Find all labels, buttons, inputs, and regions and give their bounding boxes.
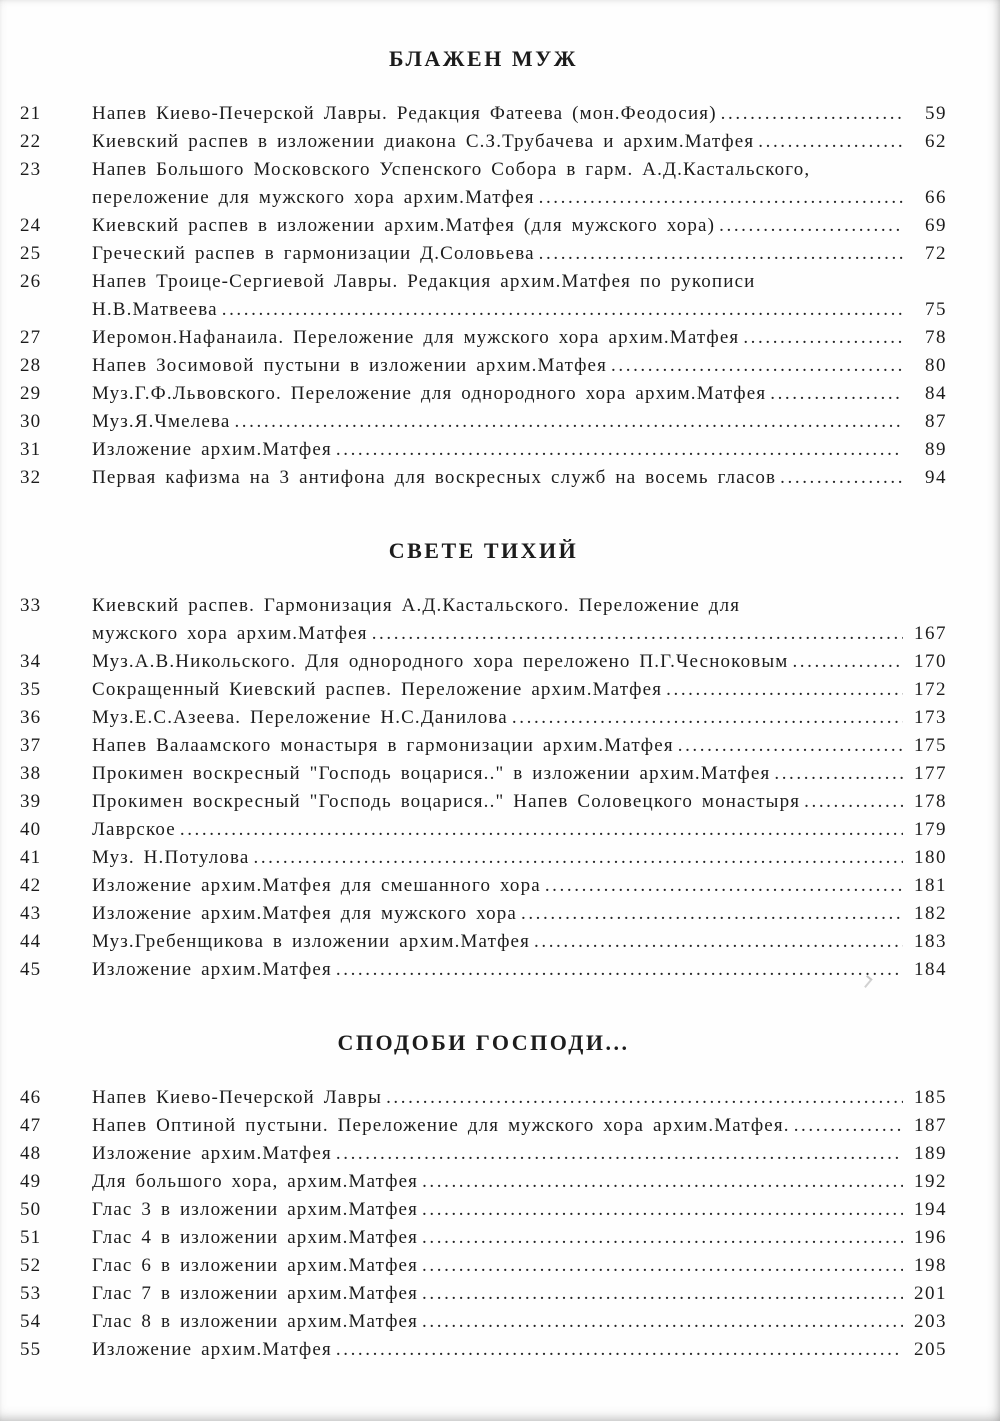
entry-number: 49: [20, 1171, 42, 1192]
toc-entry-line: [20, 760, 947, 788]
toc-entry-line: [20, 928, 947, 956]
entry-title: Изложение архим.Матфея: [92, 1339, 332, 1360]
dot-leader: [222, 296, 903, 324]
entry-number: 21: [20, 103, 42, 124]
entry-number: 32: [20, 467, 42, 488]
dot-leader: [422, 1168, 903, 1196]
entry-title: Лаврское: [92, 819, 176, 840]
toc-entry-line: [20, 844, 947, 872]
entry-page-number: 94: [925, 467, 947, 488]
dot-leader: [422, 1252, 903, 1280]
entry-page-number: 183: [914, 931, 947, 952]
entry-page-number: 201: [914, 1283, 947, 1304]
entry-title: Киевский распев в изложении архим.Матфея (для мужского хора): [92, 215, 716, 236]
toc-entry-line: [20, 704, 947, 732]
entry-page-number: 167: [914, 623, 947, 644]
dot-leader: [336, 1140, 903, 1168]
entry-page-number: 87: [925, 411, 947, 432]
entry-title: Изложение архим.Матфея: [92, 1143, 332, 1164]
entry-page-number: 69: [925, 215, 947, 236]
dot-leader: [234, 408, 903, 436]
entry-number: 38: [20, 763, 42, 784]
entry-page-number: 184: [914, 959, 947, 980]
toc-entry-line: [20, 268, 947, 296]
section-entries: [20, 1084, 947, 1364]
dot-leader: [521, 900, 903, 928]
dot-leader: [386, 1084, 903, 1112]
entry-title: Первая кафизма на 3 антифона для воскресных служб на восемь гласов: [92, 467, 777, 488]
toc-entry-line: [20, 872, 947, 900]
entry-title: Глас 7 в изложении архим.Матфея: [92, 1283, 419, 1304]
entry-number: 36: [20, 707, 42, 728]
entry-number: 24: [20, 215, 42, 236]
dot-leader: [721, 100, 903, 128]
dot-leader: [539, 240, 903, 268]
dot-leader: [539, 184, 903, 212]
toc-entry-line: [20, 100, 947, 128]
dot-leader: [422, 1280, 903, 1308]
entry-page-number: 172: [914, 679, 947, 700]
entry-title: Изложение архим.Матфея: [92, 439, 332, 460]
entry-title: Прокимен воскресный "Господь воцарися.." в изложении архим.Матфея: [92, 763, 771, 784]
toc-section: [20, 44, 947, 492]
entry-number: 33: [20, 595, 42, 616]
entry-title: Киевский распев. Гармонизация А.Д.Кастальского. Переложение для: [92, 595, 741, 616]
entry-number: 45: [20, 959, 42, 980]
entry-number: 50: [20, 1199, 42, 1220]
entry-page-number: 173: [914, 707, 947, 728]
entry-page-number: 182: [914, 903, 947, 924]
section-title: СПОДОБИ ГОСПОДИ...: [337, 1030, 630, 1055]
toc-entry-line: [20, 1280, 947, 1308]
dot-leader: [545, 872, 903, 900]
entry-title: Муз.Е.С.Азеева. Переложение Н.С.Данилова: [92, 707, 508, 728]
entry-page-number: 175: [914, 735, 947, 756]
dot-leader: [422, 1308, 903, 1336]
toc-entry-line: [20, 380, 947, 408]
entry-title: Муз. Н.Потулова: [92, 847, 250, 868]
toc-entry-line: [20, 212, 947, 240]
entry-title: Изложение архим.Матфея для смешанного хора: [92, 875, 541, 896]
entry-number: 28: [20, 355, 42, 376]
section-entries: [20, 100, 947, 492]
section-title: СВЕТЕ ТИХИЙ: [388, 538, 579, 563]
entry-title: Глас 4 в изложении архим.Матфея: [92, 1227, 419, 1248]
dot-leader: [534, 928, 903, 956]
entry-title: Сокращенный Киевский распев. Переложение архим.Матфея: [92, 679, 663, 700]
toc-entry-line: [20, 436, 947, 464]
entry-title: Муз.Я.Чмелева: [92, 411, 231, 432]
toc-entry-line: [20, 1336, 947, 1364]
toc-entry-line: [20, 676, 947, 704]
entry-page-number: 185: [914, 1087, 947, 1108]
toc-entry-line: [20, 592, 947, 620]
entry-number: 41: [20, 847, 42, 868]
toc-entry-line: [20, 296, 947, 324]
dot-leader: [422, 1196, 903, 1224]
entry-number: 42: [20, 875, 42, 896]
toc-entry-line: [20, 900, 947, 928]
dot-leader: [611, 352, 903, 380]
toc-entry-line: [20, 1084, 947, 1112]
toc-entry-line: [20, 1140, 947, 1168]
entry-title: Глас 8 в изложении архим.Матфея: [92, 1311, 419, 1332]
dot-leader: [336, 436, 903, 464]
toc-entry-line: [20, 156, 947, 184]
dot-leader: [666, 676, 903, 704]
dot-leader: [804, 788, 903, 816]
entry-page-number: 59: [925, 103, 947, 124]
entry-number: 27: [20, 327, 42, 348]
entry-page-number: 84: [925, 383, 947, 404]
entry-number: 22: [20, 131, 42, 152]
entry-title: Напев Большого Московского Успенского Собора в гарм. А.Д.Кастальского,: [92, 159, 811, 180]
entry-number: 39: [20, 791, 42, 812]
dot-leader: [794, 1112, 903, 1140]
entry-page-number: 205: [914, 1339, 947, 1360]
entry-title: Прокимен воскресный "Господь воцарися.." Напев Соловецкого монастыря: [92, 791, 801, 812]
entry-number: 44: [20, 931, 42, 952]
entry-title: Глас 3 в изложении архим.Матфея: [92, 1199, 419, 1220]
entry-page-number: 194: [914, 1199, 947, 1220]
dot-leader: [336, 956, 903, 984]
entry-number: 26: [20, 271, 42, 292]
dot-leader: [780, 464, 903, 492]
entry-title: Иеромон.Нафанаила. Переложение для мужского хора архим.Матфея: [92, 327, 740, 348]
entry-number: 47: [20, 1115, 42, 1136]
toc-entry-line: [20, 408, 947, 436]
entry-number: 43: [20, 903, 42, 924]
entry-title: Муз.Гребенщикова в изложении архим.Матфея: [92, 931, 530, 952]
entry-page-number: 178: [914, 791, 947, 812]
toc-entry-line: [20, 1112, 947, 1140]
entry-page-number: 78: [925, 327, 947, 348]
toc-section: [20, 1028, 947, 1364]
entry-number: 34: [20, 651, 42, 672]
dot-leader: [719, 212, 903, 240]
entry-page-number: 203: [914, 1311, 947, 1332]
toc-entry-line: [20, 1224, 947, 1252]
entry-page-number: 189: [914, 1143, 947, 1164]
dot-leader: [253, 844, 903, 872]
entry-page-number: 196: [914, 1227, 947, 1248]
entry-title: Напев Киево-Печерской Лавры. Редакция Фатеева (мон.Феодосия): [92, 103, 717, 124]
dot-leader: [774, 760, 903, 788]
toc-entry-line: [20, 1308, 947, 1336]
dot-leader: [792, 648, 903, 676]
entry-number: 40: [20, 819, 42, 840]
entry-title: Для большого хора, архим.Матфея: [92, 1171, 419, 1192]
entry-title: Муз.Г.Ф.Львовского. Переложение для однородного хора архим.Матфея: [92, 383, 767, 404]
entry-page-number: 80: [925, 355, 947, 376]
entry-title: Напев Оптиной пустыни. Переложение для мужского хора архим.Матфея.: [92, 1115, 790, 1136]
entry-number: 30: [20, 411, 42, 432]
entry-page-number: 72: [925, 243, 947, 264]
entry-title: Напев Троице-Сергиевой Лавры. Редакция архим.Матфея по рукописи: [92, 271, 756, 292]
entry-title: Киевский распев в изложении диакона С.З.Трубачева и архим.Матфея: [92, 131, 755, 152]
entry-page-number: 66: [925, 187, 947, 208]
entry-number: 23: [20, 159, 42, 180]
toc-entry-line: [20, 816, 947, 844]
toc-entry-line: [20, 732, 947, 760]
entry-page-number: 198: [914, 1255, 947, 1276]
entry-title: Изложение архим.Матфея: [92, 959, 332, 980]
dot-leader: [372, 620, 903, 648]
toc-entry-line: [20, 956, 947, 984]
entry-page-number: 180: [914, 847, 947, 868]
dot-leader: [512, 704, 903, 732]
entry-number: 52: [20, 1255, 42, 1276]
entry-number: 53: [20, 1283, 42, 1304]
entry-number: 37: [20, 735, 42, 756]
toc-entry-line: [20, 128, 947, 156]
toc-entry-line: [20, 1196, 947, 1224]
toc-entry-line: [20, 464, 947, 492]
entry-page-number: 177: [914, 763, 947, 784]
entry-number: 46: [20, 1087, 42, 1108]
entry-title: Муз.А.В.Никольского. Для однородного хора переложено П.Г.Чесноковым: [92, 651, 789, 672]
toc-entry-line: [20, 620, 947, 648]
dot-leader: [770, 380, 903, 408]
toc-section: [20, 536, 947, 984]
section-title: БЛАЖЕН МУЖ: [389, 46, 578, 71]
entry-page-number: 75: [925, 299, 947, 320]
table-of-contents: [20, 44, 947, 1364]
dot-leader: [422, 1224, 903, 1252]
entry-page-number: 170: [914, 651, 947, 672]
entry-number: 55: [20, 1339, 42, 1360]
toc-entry-line: [20, 788, 947, 816]
toc-entry-line: [20, 1252, 947, 1280]
entry-number: 54: [20, 1311, 42, 1332]
entry-page-number: 187: [914, 1115, 947, 1136]
toc-entry-line: [20, 324, 947, 352]
dot-leader: [743, 324, 903, 352]
entry-number: 29: [20, 383, 42, 404]
toc-entry-line: [20, 352, 947, 380]
entry-number: 35: [20, 679, 42, 700]
entry-title: Греческий распев в гармонизации Д.Соловьева: [92, 243, 535, 264]
dot-leader: [678, 732, 903, 760]
toc-entry-line: [20, 240, 947, 268]
entry-title: Изложение архим.Матфея для мужского хора: [92, 903, 517, 924]
dot-leader: [758, 128, 903, 156]
entry-page-number: 179: [914, 819, 947, 840]
toc-entry-line: [20, 648, 947, 676]
entry-page-number: 89: [925, 439, 947, 460]
entry-number: 25: [20, 243, 42, 264]
entry-title: Глас 6 в изложении архим.Матфея: [92, 1255, 419, 1276]
entry-title: Напев Валаамского монастыря в гармонизации архим.Матфея: [92, 735, 674, 756]
entry-title: Напев Киево-Печерской Лавры: [92, 1087, 383, 1108]
entry-page-number: 62: [925, 131, 947, 152]
section-entries: [20, 592, 947, 984]
entry-number: 48: [20, 1143, 42, 1164]
entry-title: мужского хора архим.Матфея: [92, 623, 368, 644]
toc-entry-line: [20, 1168, 947, 1196]
entry-title: Н.В.Матвеева: [92, 299, 218, 320]
entry-number: 31: [20, 439, 42, 460]
dot-leader: [180, 816, 903, 844]
entry-title: Напев Зосимовой пустыни в изложении архим.Матфея: [92, 355, 608, 376]
dot-leader: [336, 1336, 903, 1364]
entry-title: переложение для мужского хора архим.Матфея: [92, 187, 535, 208]
toc-entry-line: [20, 184, 947, 212]
entry-page-number: 192: [914, 1171, 947, 1192]
entry-number: 51: [20, 1227, 42, 1248]
entry-page-number: 181: [914, 875, 947, 896]
